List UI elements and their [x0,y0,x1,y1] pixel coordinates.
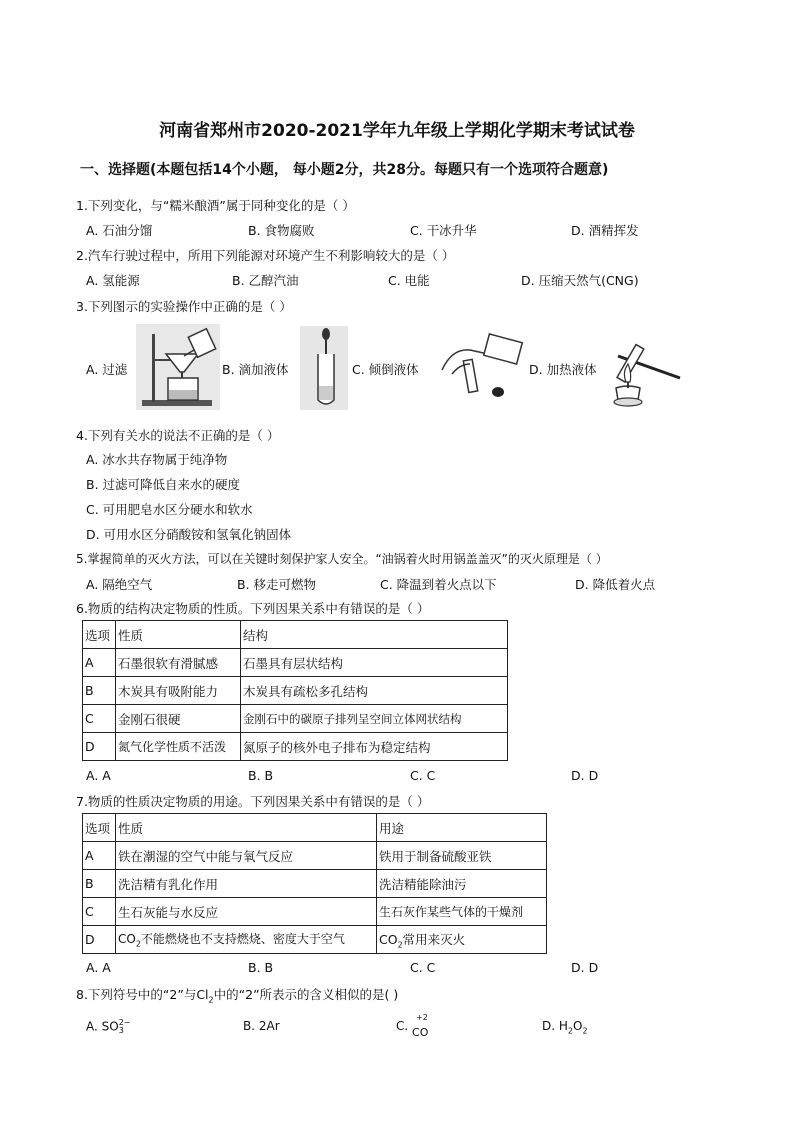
question-1: 1.下列变化，与“糯米酿酒”属于同种变化的是（ ） [76,198,355,213]
subscript: 2 [397,940,403,950]
table-cell: C [83,705,116,733]
subscript: 2 [135,939,141,949]
table-cell: 铁在潮湿的空气中能与氧气反应 [116,842,377,870]
q3-option-d: D. 加热液体 [529,362,597,377]
q4-option-d: D. 可用水区分硝酸铵和氢氧化钠固体 [86,527,292,542]
table-row [83,705,508,733]
formula-co2: CO [118,932,136,947]
table-row [83,870,547,898]
question-3: 3.下列图示的实验操作中正确的是（ ） [76,299,292,314]
subscript: 2 [582,1026,588,1036]
pouring-illustration [440,330,526,402]
q3-option-c: C. 倾倒液体 [352,362,419,377]
table-row [83,677,508,705]
heating-illustration [604,326,684,410]
section-heading: 一、选择题(本题包括14个小题， 每小题2分，共28分。每题只有一个选项符合题意) [80,162,609,178]
table-header-cell: 选项 [83,621,116,649]
q4-option-b: B. 过滤可降低自来水的硬度 [86,477,241,492]
table-cell: 氮气化学性质不活泼 [116,733,241,761]
q7-table [82,813,547,954]
table-cell: 氮原子的核外电子排布为稳定结构 [241,733,508,761]
table-cell: 生石灰能与水反应 [116,898,377,926]
cell-text: 常用来灭火 [402,931,466,947]
q2-option-c: C. 电能 [388,273,430,288]
question-5: 5.掌握简单的灭火方法，可以在关键时刻保护家人安全。“油锅着火时用锅盖盖灭”的灭火原理是（ ） [76,552,608,566]
subscript: 2 [567,1026,573,1036]
q6-option-d: D. D [571,768,599,783]
q7-option-a: A. A [86,960,111,975]
q6-table [82,620,508,761]
q6-option-c: C. C [410,768,436,783]
question-7: 7.物质的性质决定物质的用途。下列因果关系中有错误的是（ ） [76,794,430,809]
table-cell: 木炭具有疏松多孔结构 [241,677,508,705]
table-row [83,842,547,870]
question-2: 2.汽车行驶过程中，所用下列能源对环境产生不利影响较大的是（ ） [76,248,455,263]
table-cell: B [83,870,116,898]
q6-option-a: A. A [86,768,111,783]
table-cell: A [83,649,116,677]
option-text: O [573,1019,583,1033]
formula: CO [412,1026,429,1039]
table-cell: 洗洁精能除油污 [377,870,547,898]
question-8 [76,985,398,1005]
table-cell: 生石灰作某些气体的干燥剂 [377,898,547,926]
page-title: 河南省郑州市2020-2021学年九年级上学期化学期末考试试卷 [159,121,635,141]
table-row [83,898,547,926]
superscript: 2− [118,1018,131,1027]
q5-option-c: C. 降温到着火点以下 [380,577,497,592]
subscript: 2 [208,995,214,1005]
dropper-illustration [300,326,348,410]
table-header-cell: 用途 [377,814,547,842]
table-cell: 石墨具有层状结构 [241,649,508,677]
q2-option-a: A. 氢能源 [86,273,140,288]
charge-label: +2 [416,1013,428,1022]
option-text: C. [396,1019,413,1033]
q8-option-b: B. 2Ar [243,1019,280,1033]
q7-option-d: D. D [571,960,599,975]
question-8-text: 8.下列符号中的“2”与Cl [76,987,209,1002]
q6-option-b: B. B [248,768,274,783]
q1-option-c: C. 干冰升华 [410,223,477,238]
table-header-row [83,621,508,649]
table-cell [116,926,377,954]
table-cell: 铁用于制备硫酸亚铁 [377,842,547,870]
table-cell: C [83,898,116,926]
q7-option-c: C. C [410,960,436,975]
table-cell: 金刚石中的碳原子排列呈空间立体网状结构 [241,705,508,733]
question-4: 4.下列有关水的说法不正确的是（ ） [76,428,280,443]
table-cell: B [83,677,116,705]
table-row [83,733,508,761]
table-cell: D [83,733,116,761]
question-8-text: 中的“2”所表示的含义相似的是( ) [213,987,399,1002]
table-header-row [83,814,547,842]
table-cell: D [83,926,116,954]
q4-option-a: A. 冰水共存物属于纯净物 [86,452,228,467]
table-header-cell: 选项 [83,814,116,842]
table-cell [377,926,547,954]
q5-option-d: D. 降低着火点 [575,577,656,592]
q4-option-c: C. 可用肥皂水区分硬水和软水 [86,502,253,517]
q2-option-d: D. 压缩天然气(CNG) [521,273,639,288]
table-cell: 石墨很软有滑腻感 [116,649,241,677]
table-cell: A [83,842,116,870]
table-cell: 金刚石很硬 [116,705,241,733]
q5-option-a: A. 隔绝空气 [86,577,153,592]
filtration-illustration [136,324,220,410]
q3-option-b: B. 滴加液体 [222,362,289,377]
table-header-cell: 性质 [116,814,377,842]
q7-option-b: B. B [248,960,274,975]
formula-co2: CO [379,931,398,947]
table-row [83,926,547,954]
question-6: 6.物质的结构决定物质的性质。下列因果关系中有错误的是（ ） [76,601,430,616]
q3-option-a: A. 过滤 [86,362,128,377]
q8-option-a [86,1019,131,1035]
table-cell: 洗洁精有乳化作用 [116,870,377,898]
q1-option-d: D. 酒精挥发 [571,223,639,238]
q2-option-b: B. 乙醇汽油 [232,273,299,288]
table-cell: 木炭具有吸附能力 [116,677,241,705]
q1-option-b: B. 食物腐败 [248,223,315,238]
table-header-cell: 性质 [116,621,241,649]
table-row [83,649,508,677]
option-text: A. SO [86,1019,119,1034]
option-text: D. H [542,1019,568,1033]
q5-option-b: B. 移走可燃物 [237,577,317,592]
table-header-cell: 结构 [241,621,508,649]
q1-option-a: A. 石油分馏 [86,223,153,238]
subscript: 3 [118,1026,124,1035]
q8-option-c [396,1013,429,1039]
q8-option-d [542,1019,588,1035]
cell-text: 不能燃烧也不支持燃烧、密度大于空气 [140,932,345,947]
